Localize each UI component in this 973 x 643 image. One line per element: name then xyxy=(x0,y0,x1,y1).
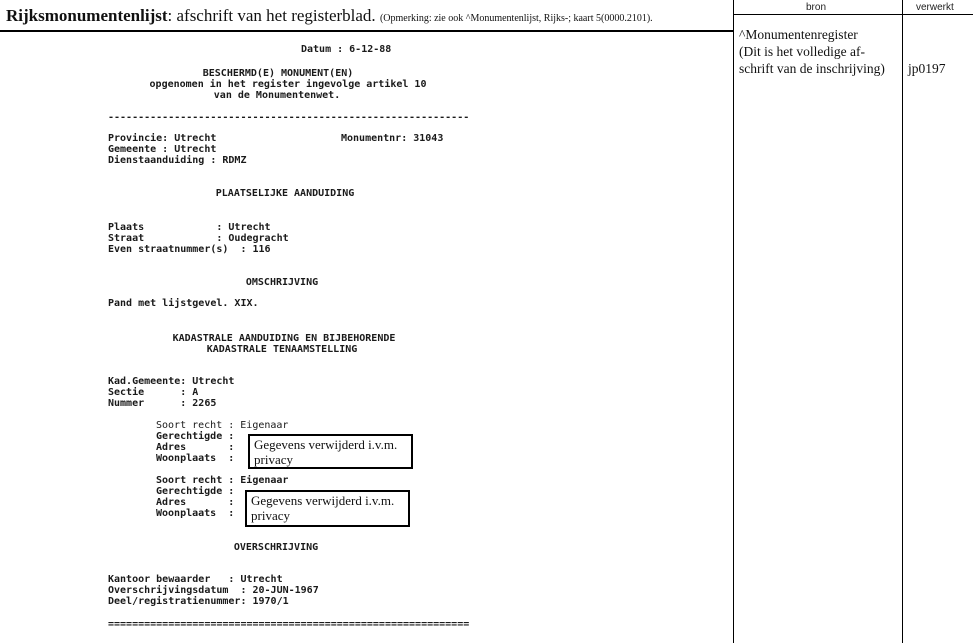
title-note: (Opmerking: zie ook ^Monumentenlijst, Rijks-; kaart 5(0000.2101). xyxy=(379,13,653,24)
doc-dienst: Dienstaanduiding : RDMZ xyxy=(108,155,247,166)
doc-woonplaats-2: Woonplaats : xyxy=(156,508,235,519)
doc-gemeente: Gemeente : Utrecht xyxy=(108,144,217,155)
doc-equals-rule: ============================================================ xyxy=(108,619,470,630)
bron-header: bron xyxy=(806,2,827,13)
doc-sectie: Sectie : A xyxy=(108,387,199,398)
doc-gerechtigde-2: Gerechtigde : xyxy=(156,486,235,497)
doc-title-3: van de Monumentenwet. xyxy=(213,90,341,101)
doc-section-kad-1: KADASTRALE AANDUIDING EN BIJBEHORENDE xyxy=(172,333,396,344)
doc-soort-recht-2: Soort recht : Eigenaar xyxy=(156,475,289,486)
doc-section-plaats: PLAATSELIJKE AANDUIDING xyxy=(215,188,355,199)
doc-straat: Straat : Oudegracht xyxy=(108,233,289,244)
doc-nummer: Nummer : 2265 xyxy=(108,398,217,409)
doc-datum: Datum : 6-12-88 xyxy=(301,44,392,55)
column-header-rule xyxy=(733,14,973,15)
doc-woonplaats-1: Woonplaats : xyxy=(156,453,235,464)
bron-text xyxy=(739,26,885,77)
doc-kantoor: Kantoor bewaarder : Utrecht xyxy=(108,574,283,585)
verwerkt-header: verwerkt xyxy=(916,2,954,13)
bron-line-3: schrift van de inschrijving) xyxy=(739,61,885,76)
doc-plaats: Plaats : Utrecht xyxy=(108,222,271,233)
redaction-box-2: Gegevens verwijderd i.v.m. privacy xyxy=(245,490,410,527)
doc-adres-2: Adres : xyxy=(156,497,235,508)
title-rest: : afschrift van het registerblad. xyxy=(167,6,376,25)
redaction-box-1: Gegevens verwijderd i.v.m. privacy xyxy=(248,434,413,469)
doc-gerechtigde-1: Gerechtigde : xyxy=(156,431,235,442)
doc-monumentnr: Monumentnr: 31043 xyxy=(341,133,444,144)
doc-section-omschrijving: OMSCHRIJVING xyxy=(245,277,319,288)
doc-pand: Pand met lijstgevel. XIX. xyxy=(108,298,259,309)
doc-title-1: BESCHERMD(E) MONUMENT(EN) xyxy=(202,68,354,79)
bron-line-1: ^Monumentenregister xyxy=(739,27,858,42)
doc-overschrijvingsdatum: Overschrijvingsdatum : 20-JUN-1967 xyxy=(108,585,319,596)
doc-section-overschrijving: OVERSCHRIJVING xyxy=(233,542,319,553)
doc-deel: Deel/registratienummer: 1970/1 xyxy=(108,596,289,607)
bron-line-2: (Dit is het volledige af- xyxy=(739,44,865,59)
header-rule xyxy=(0,30,733,32)
doc-dash-rule: ------------------------------------------------------------ xyxy=(108,112,470,123)
doc-kadgemeente: Kad.Gemeente: Utrecht xyxy=(108,376,235,387)
doc-title-2: opgenomen in het register ingevolge artikel 10 xyxy=(149,79,427,90)
verwerkt-value: jp0197 xyxy=(908,61,946,76)
doc-even: Even straatnummer(s) : 116 xyxy=(108,244,271,255)
column-divider-bron xyxy=(733,0,734,643)
doc-section-kad-2: KADASTRALE TENAAMSTELLING xyxy=(206,344,358,355)
doc-adres-1: Adres : xyxy=(156,442,235,453)
doc-soort-recht-1: Soort recht : Eigenaar xyxy=(156,420,289,431)
title-bold: Rijksmonumentenlijst xyxy=(6,6,168,25)
column-divider-verwerkt xyxy=(902,0,903,643)
doc-provincie: Provincie: Utrecht xyxy=(108,133,217,144)
page-title xyxy=(6,6,653,26)
